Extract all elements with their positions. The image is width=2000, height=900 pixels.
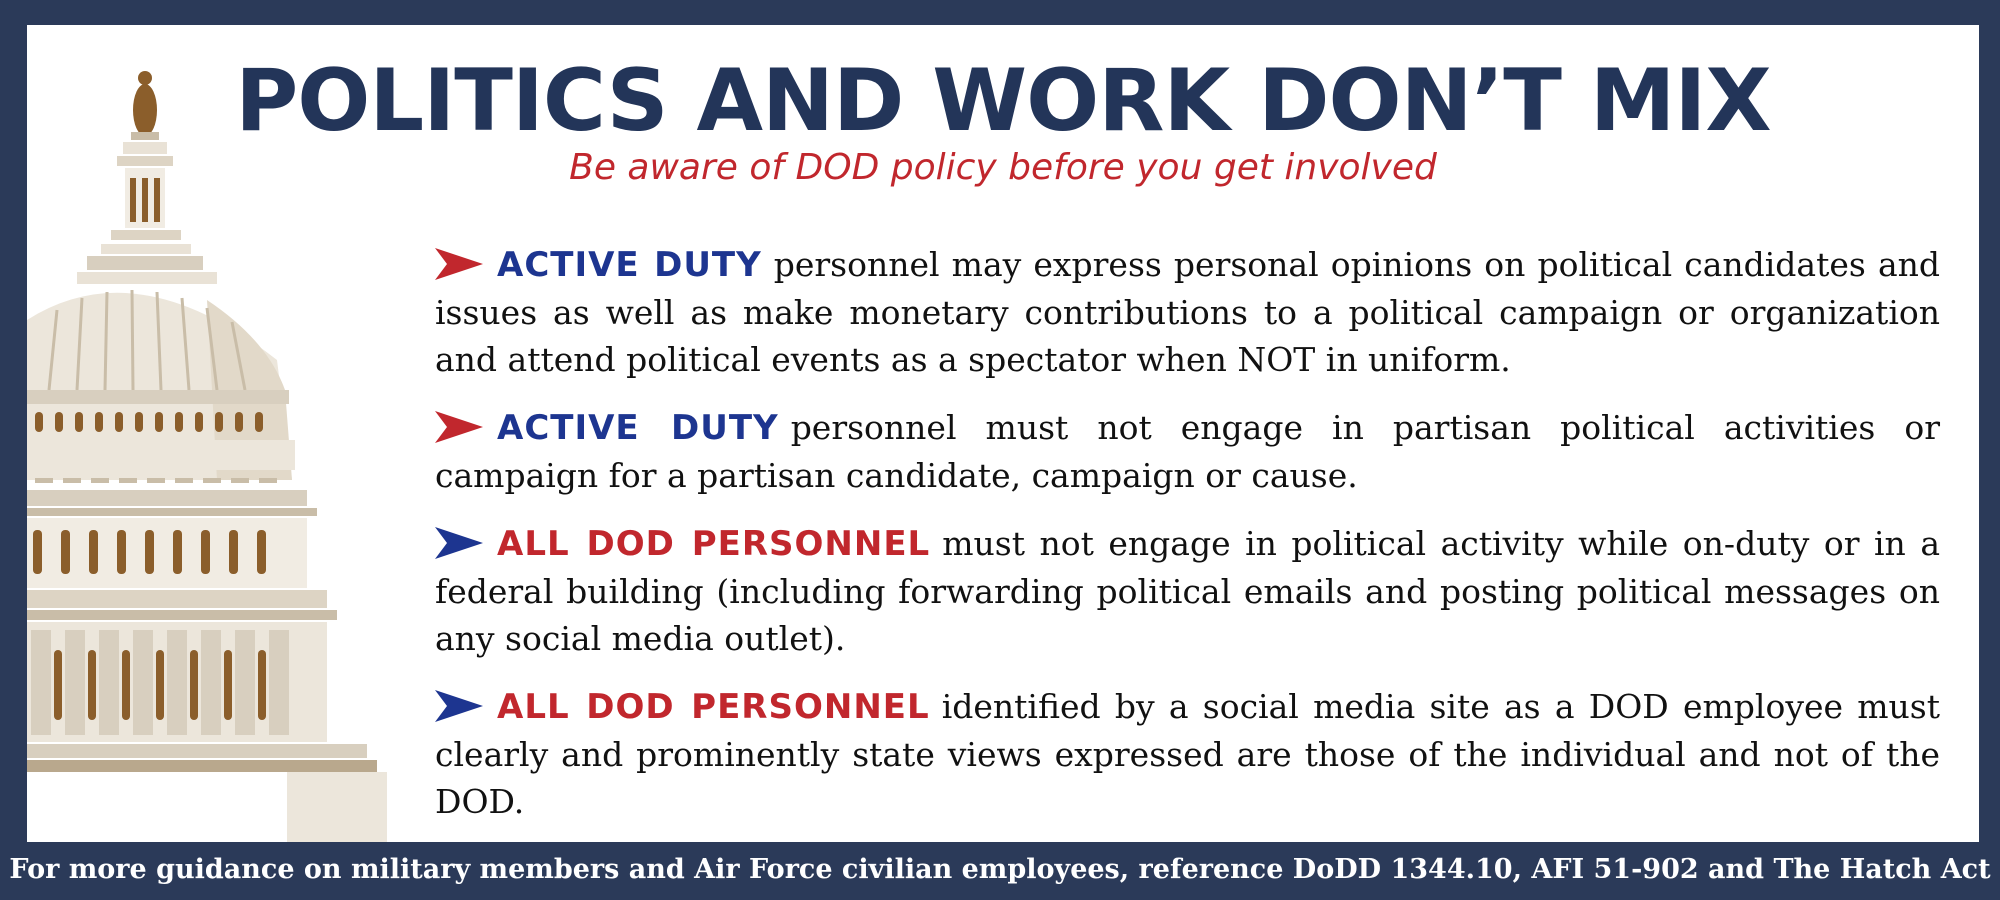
policy-item-3 <box>435 520 1940 662</box>
footer-guidance: For more guidance on military members and Air Force civilian employees, reference DoDD 1344.10, AFI 51-902 and The Hatch Act <box>9 854 1991 885</box>
red-arrow-icon <box>435 411 483 443</box>
policy-text: must not engage in political activity while on-duty or in a federal building (including forwarding political emails and posting political messages on any social media outlet). <box>435 524 1940 658</box>
blue-arrow-icon <box>435 690 483 722</box>
policy-list <box>435 241 1940 842</box>
blue-arrow-icon <box>435 527 483 559</box>
poster-panel <box>27 25 1979 842</box>
policy-lead: ACTIVE DUTY <box>497 408 779 448</box>
page-title: POLITICS AND WORK DON’T MIX <box>235 51 1771 151</box>
policy-text: personnel must not engage in partisan political activities or campaign for a partisan candidate, campaign or cause. <box>435 408 1940 495</box>
page-subtitle: Be aware of DOD policy before you get involved <box>569 147 1437 188</box>
policy-lead: ACTIVE DUTY <box>497 245 762 285</box>
policy-lead: ALL DOD PERSONNEL <box>497 524 931 564</box>
policy-item-2 <box>435 404 1940 499</box>
red-arrow-icon <box>435 248 483 280</box>
policy-lead: ALL DOD PERSONNEL <box>497 687 930 727</box>
policy-item-4 <box>435 683 1940 825</box>
policy-item-1 <box>435 241 1940 383</box>
policy-text: identified by a social media site as a DOD employee must clearly and prominently state views expressed are those of the individual and not of the DOD. <box>435 687 1941 821</box>
policy-text: personnel may express personal opinions on political candidates and issues as well as make monetary contributions to a political campaign or organization and attend political events as a spectator when NOT in uniform. <box>435 245 1940 379</box>
